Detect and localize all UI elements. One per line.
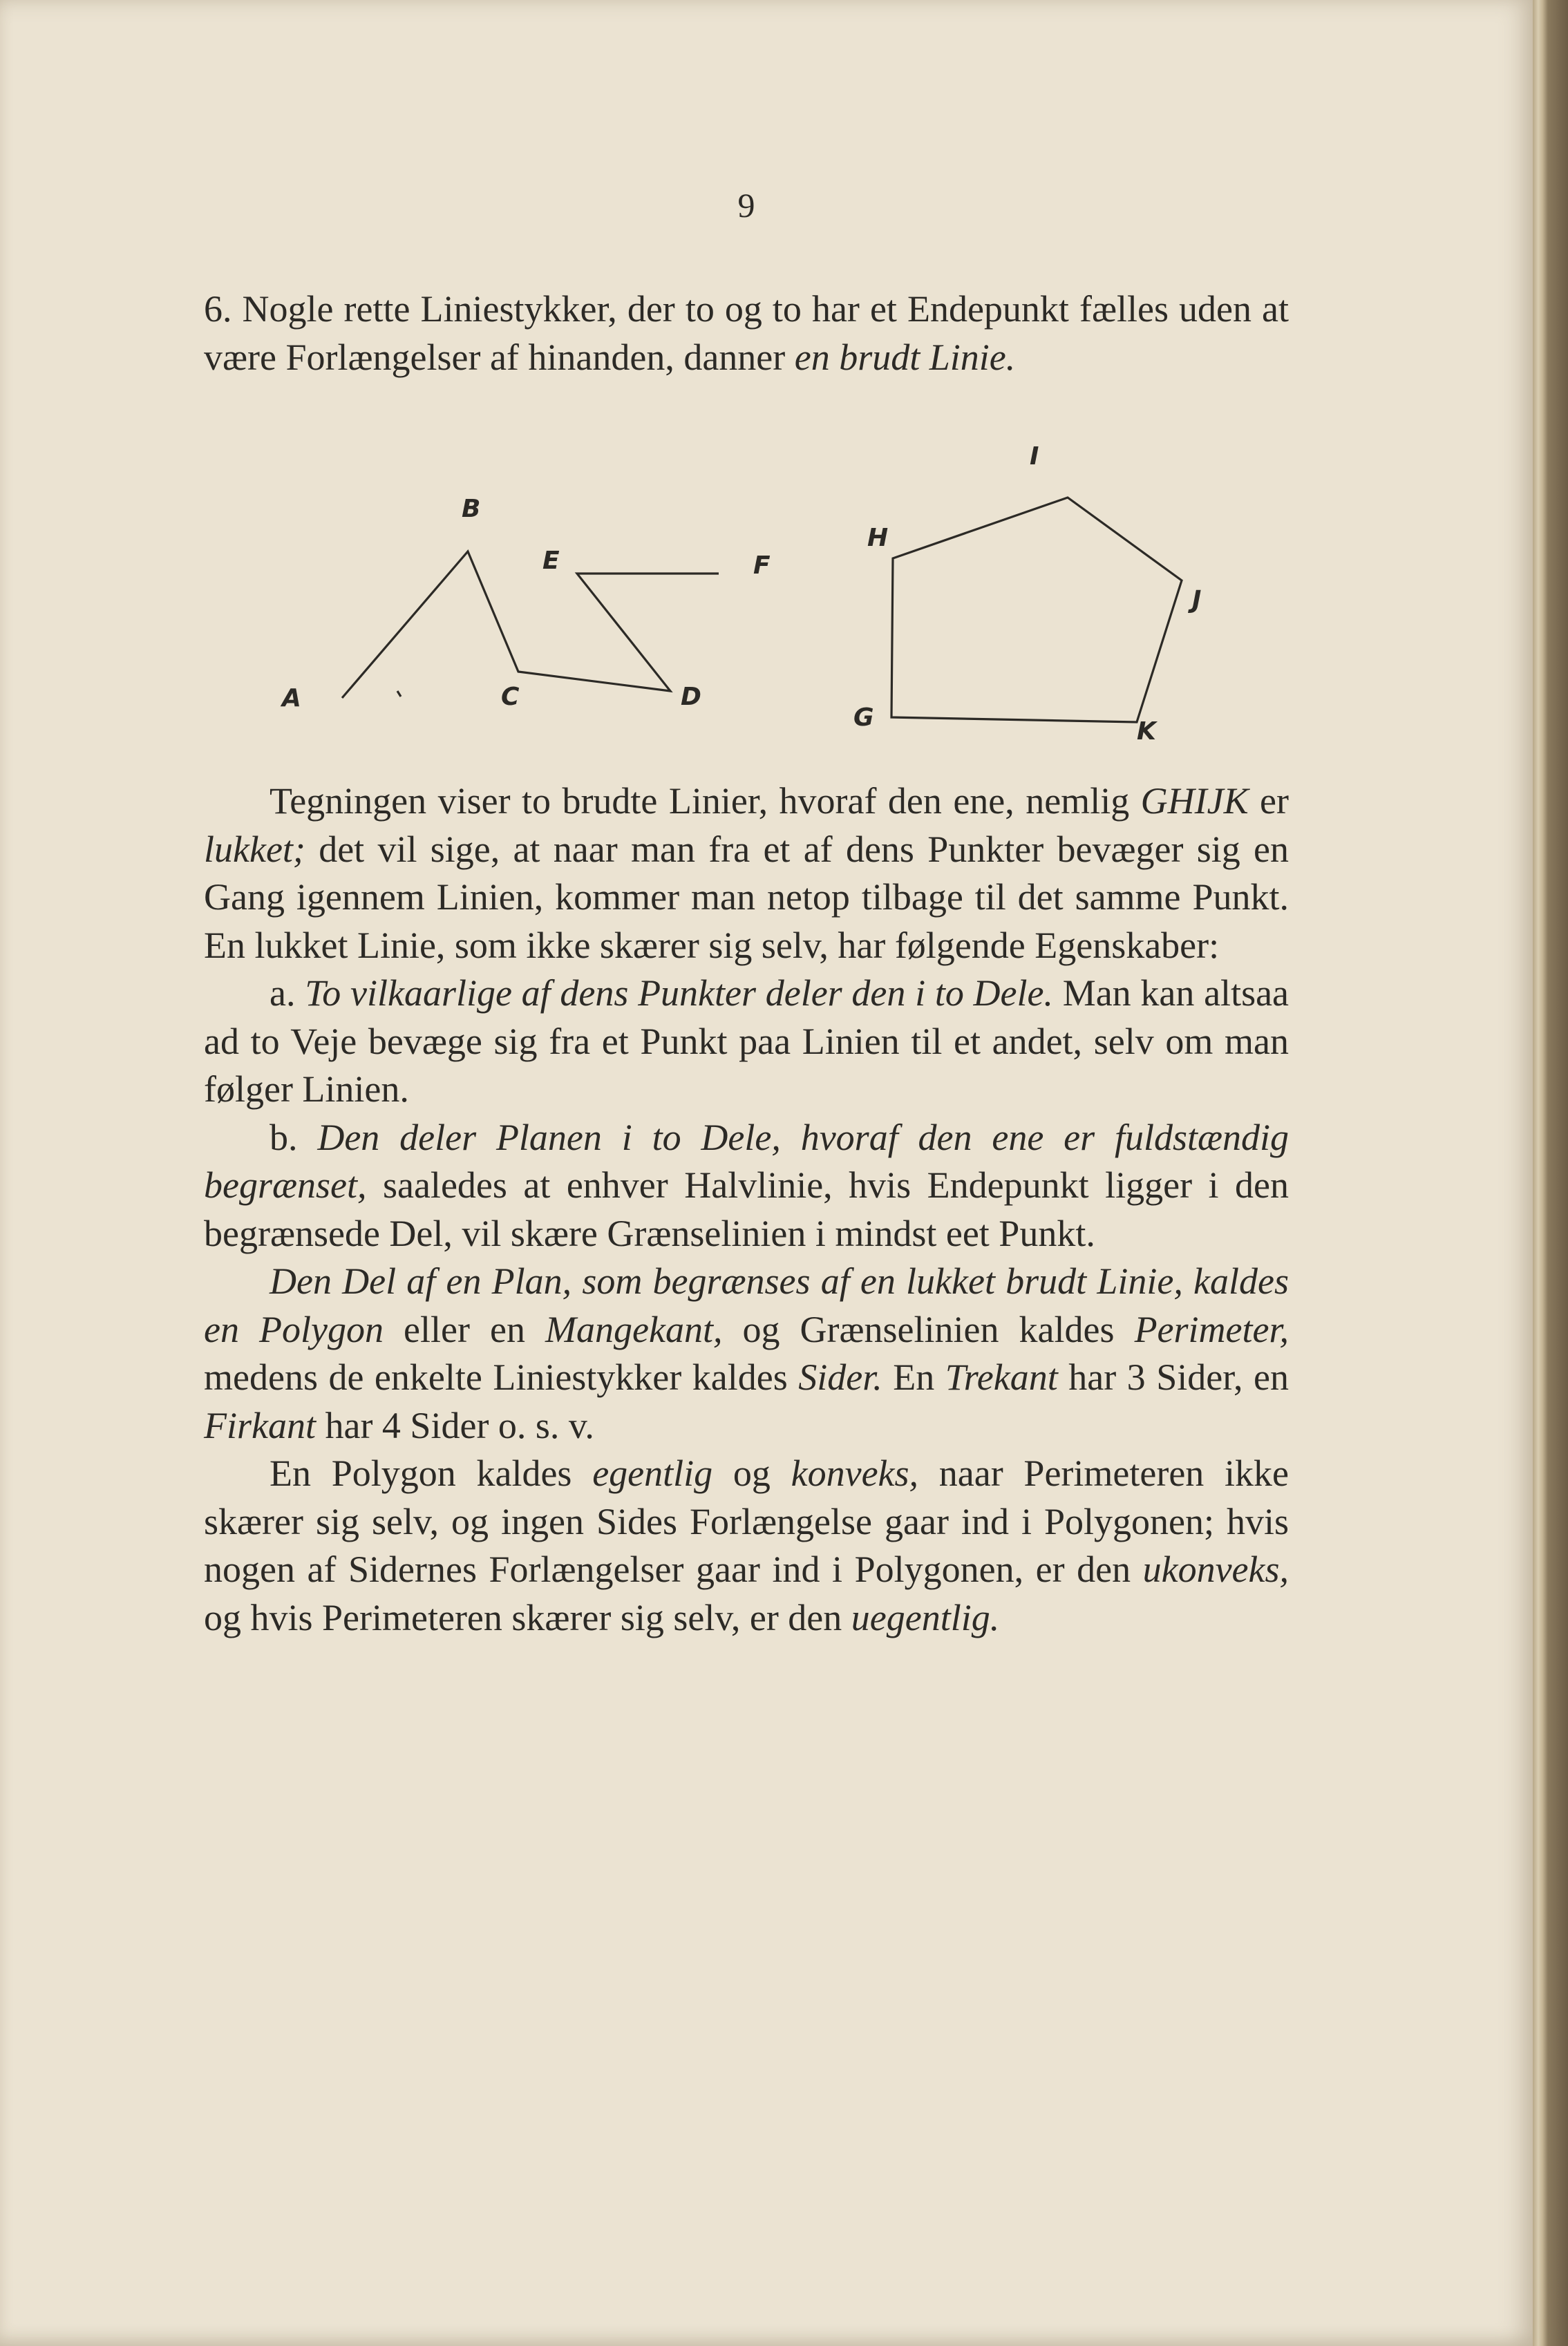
text-run: Tegningen viser to brudte Linier, hvoraf den ene, nemlig xyxy=(270,780,1141,822)
italic-text: To vilkaarlige af dens Punkter deler den i to Dele. xyxy=(305,972,1053,1014)
italic-text: egentlig xyxy=(592,1453,713,1494)
italic-text: Firkant xyxy=(204,1404,316,1446)
text-run: medens de enkelte Liniestykker kaldes xyxy=(204,1356,799,1398)
label-A: A xyxy=(282,684,301,712)
label-G: G xyxy=(853,703,874,732)
text-run: saaledes at enhver Halvlinie, hvis Endepunkt ligger i den begrænsede Del, vil skære Grænselinien i mindst eet Punkt. xyxy=(204,1164,1289,1254)
label-D: D xyxy=(681,683,701,711)
text-run: er xyxy=(1248,780,1290,822)
text-run: En xyxy=(882,1356,945,1398)
italic-text: konveks, xyxy=(791,1453,919,1494)
text-run: har 4 Sider o. s. v. xyxy=(315,1404,594,1446)
broken-lines-figure xyxy=(263,435,1258,767)
italic-text: Den deler Planen i to Dele, hvoraf den ene er fuldstændig begrænset, xyxy=(204,1116,1289,1206)
paragraph xyxy=(204,1450,1289,1642)
italic-text: lukket; xyxy=(204,828,305,870)
text-run: Man kan altsaa ad to Veje bevæge sig fra et Punkt paa Linien til et andet, selv om man følger Linien. xyxy=(204,972,1290,1110)
text-run: og xyxy=(712,1453,791,1494)
label-K: K xyxy=(1137,717,1156,746)
italic-text: Mangekant, xyxy=(545,1308,723,1350)
italic-text: Perimeter, xyxy=(1134,1308,1289,1350)
italic-text: uegentlig. xyxy=(851,1596,1000,1638)
text-run: 6. Nogle rette Liniestykker, der to og to har et Endepunkt fælles uden at være Forlængelser af hinanden, danner xyxy=(204,288,1289,378)
text-run: og Grænselinien kaldes xyxy=(722,1308,1135,1350)
label-C: C xyxy=(501,683,520,711)
italic-text: Sider. xyxy=(798,1356,882,1398)
page-number: 9 xyxy=(737,186,755,225)
text-run: En Polygon kaldes xyxy=(270,1453,593,1494)
italic-text: Den Del af en Plan, som begrænses af en lukket brudt Linie, kaldes en Polygon xyxy=(204,1260,1289,1350)
italic-text: ukonveks, xyxy=(1142,1549,1289,1590)
text-run: a. xyxy=(270,972,305,1014)
paragraph-6 xyxy=(204,285,1289,381)
label-I: I xyxy=(1030,442,1039,471)
paragraph-6-body xyxy=(204,285,1289,381)
label-B: B xyxy=(462,495,481,523)
text-run: har 3 Sider, en xyxy=(1057,1356,1289,1398)
label-F: F xyxy=(753,551,771,580)
italic-text: Trekant xyxy=(945,1356,1058,1398)
book-page-edge xyxy=(1533,0,1568,2346)
open-broken-line-ABCDEF xyxy=(342,551,719,698)
label-H: H xyxy=(867,524,889,552)
text-run: og hvis Perimeteren skærer sig selv, er den xyxy=(204,1596,851,1638)
italic-text: GHIJK xyxy=(1140,780,1249,822)
text-run: eller en xyxy=(383,1308,546,1350)
text-run: b. xyxy=(270,1116,318,1158)
paragraph xyxy=(204,969,1289,1114)
tick-mark xyxy=(397,691,401,697)
italic-text: en brudt Linie. xyxy=(794,336,1016,378)
label-E: E xyxy=(542,547,560,575)
text-run: det vil sige, at naar man fra et af dens Punkter bevæger sig en Gang igennem Linien, kommer man netop tilbage til det samme Punkt. En lukket Linie, som ikke skærer sig selv, har følgende Egenskaber: xyxy=(204,828,1289,966)
main-text xyxy=(204,777,1289,1642)
paragraph xyxy=(204,777,1289,969)
label-J: J xyxy=(1192,586,1202,614)
text-run: naar Perimeteren ikke skærer sig selv, og ingen Sides Forlængelse gaar ind i Polygonen; hvis nogen af Sidernes Forlængelser gaar ind i Polygonen, er den xyxy=(204,1453,1290,1590)
paragraph xyxy=(204,1258,1289,1450)
paragraph xyxy=(204,1114,1289,1258)
closed-broken-line-GHIJK xyxy=(891,498,1182,722)
